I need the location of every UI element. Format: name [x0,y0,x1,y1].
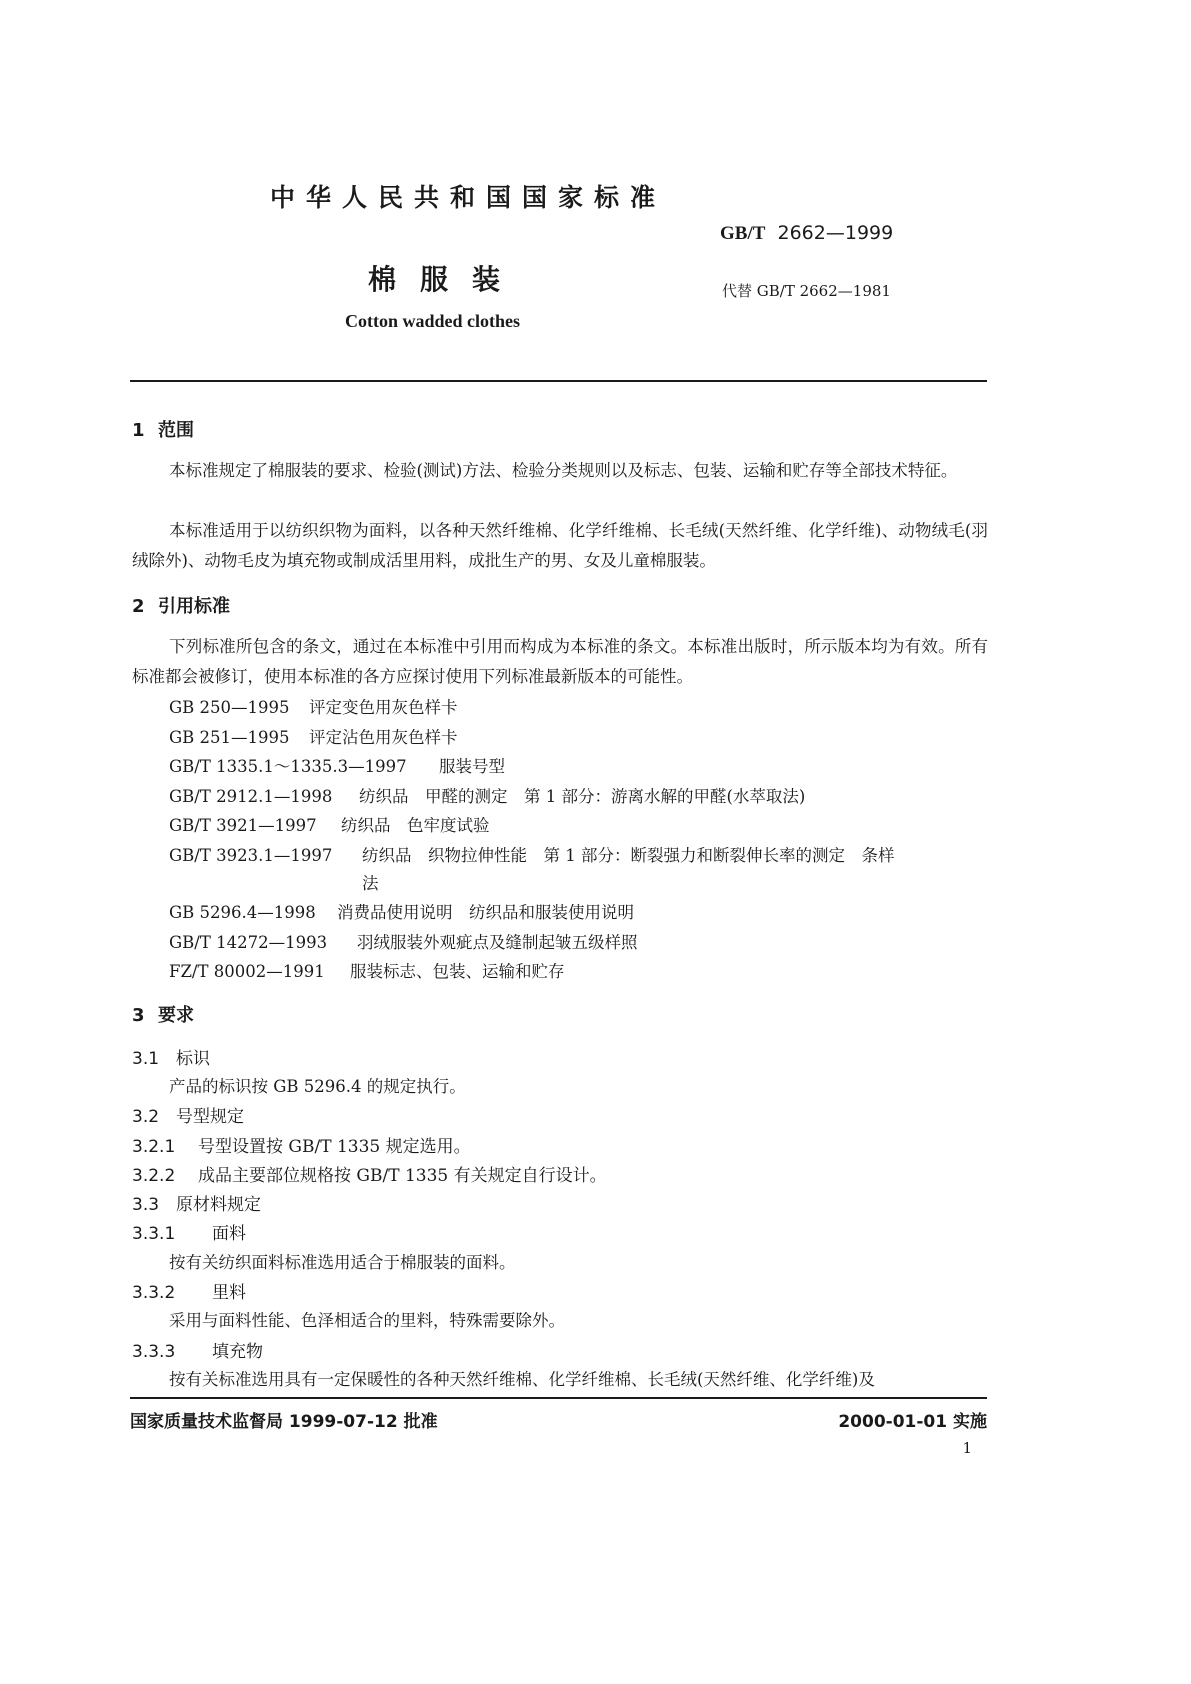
clause-3-2-1: 3.2.1 号型设置按 GB/T 1335 规定选用。 [132,1137,471,1157]
section-3-heading [132,1001,194,1027]
page-number: 1 [962,1439,972,1457]
national-standard-title: 中华人民共和国国家标准 [270,183,667,212]
footer-rule [130,1397,987,1399]
clause-3-2-heading: 3.2 号型规定 [132,1107,244,1127]
clause-3-3-heading: 3.3 原材料规定 [132,1195,261,1215]
section-1-paragraph-2: 本标准适用于以纺织织物为面料，以各种天然纤维棉、化学纤维棉、长毛绒(天然纤维、化学纤维)、动物绒毛(羽绒除外)、动物毛皮为填充物或制成活里用料，成批生产的男、女及儿童棉服装。 [132,521,988,570]
clause-3-3-3-heading: 3.3.3 填充物 [132,1342,263,1362]
clause-3-3-1-text: 按有关纺织面料标准选用适合于棉服装的面料。 [169,1253,516,1272]
clause-3-1-heading: 3.1 标识 [132,1049,210,1069]
section-title: 范围 [158,420,194,441]
section-title: 引用标准 [158,596,230,617]
standard-number [720,222,893,245]
english-title: Cotton wadded clothes [345,311,521,331]
reference-item: GB/T 3921—1997 纺织品 色牢度试验 [169,816,490,835]
reference-item: GB/T 14272—1993 羽绒服装外观疵点及缝制起皱五级样照 [169,933,638,952]
header-rule [130,380,987,382]
reference-item: GB 5296.4—1998 消费品使用说明 纺织品和服装使用说明 [169,903,634,922]
standard-number-value: 2662—1999 [777,222,894,244]
section-number: 3 [132,1005,145,1026]
section-2-heading [132,592,230,618]
effective-date: 2000-01-01 实施 [838,1412,987,1432]
reference-item-continuation: 法 [362,874,379,893]
clause-3-3-1-heading: 3.3.1 面料 [132,1224,246,1244]
clause-3-1-text: 产品的标识按 GB 5296.4 的规定执行。 [169,1077,466,1096]
document-title: 棉服装 [368,263,525,296]
reference-item: GB/T 2912.1—1998 纺织品 甲醛的测定 第 1 部分：游离水解的甲醛(水萃取法) [169,787,806,806]
section-title: 要求 [158,1005,194,1026]
standard-prefix: GB/T [720,223,766,244]
clause-3-2-2: 3.2.2 成品主要部位规格按 GB/T 1335 有关规定自行设计。 [132,1166,607,1186]
clause-3-3-2-text: 采用与面料性能、色泽相适合的里料，特殊需要除外。 [169,1311,565,1330]
approval-date: 国家质量技术监督局 1999-07-12 批准 [130,1412,438,1432]
reference-item: GB 251—1995 评定沾色用灰色样卡 [169,728,458,747]
clause-3-3-2-heading: 3.3.2 里料 [132,1283,246,1303]
replaces-note: 代替 GB/T 2662—1981 [722,282,891,300]
clause-3-3-3-text: 按有关标准选用具有一定保暖性的各种天然纤维棉、化学纤维棉、长毛绒(天然纤维、化学纤维)及 [169,1370,875,1389]
reference-item: FZ/T 80002—1991 服装标志、包装、运输和贮存 [169,962,565,981]
reference-item: GB/T 3923.1—1997 纺织品 织物拉伸性能 第 1 部分：断裂强力和断裂伸长率的测定 条样 [169,846,895,865]
section-2-paragraph: 下列标准所包含的条文，通过在本标准中引用而构成为本标准的条文。本标准出版时，所示版本均为有效。所有标准都会被修订，使用本标准的各方应探讨使用下列标准最新版本的可能性。 [132,637,988,686]
section-1-paragraph-1: 本标准规定了棉服装的要求、检验(测试)方法、检验分类规则以及标志、包装、运输和贮存等全部技术特征。 [169,461,958,480]
section-number: 1 [132,420,145,441]
section-1-heading [132,416,194,442]
reference-item: GB 250—1995 评定变色用灰色样卡 [169,698,458,717]
reference-item: GB/T 1335.1～1335.3—1997 服装号型 [169,757,505,776]
section-number: 2 [132,596,145,617]
